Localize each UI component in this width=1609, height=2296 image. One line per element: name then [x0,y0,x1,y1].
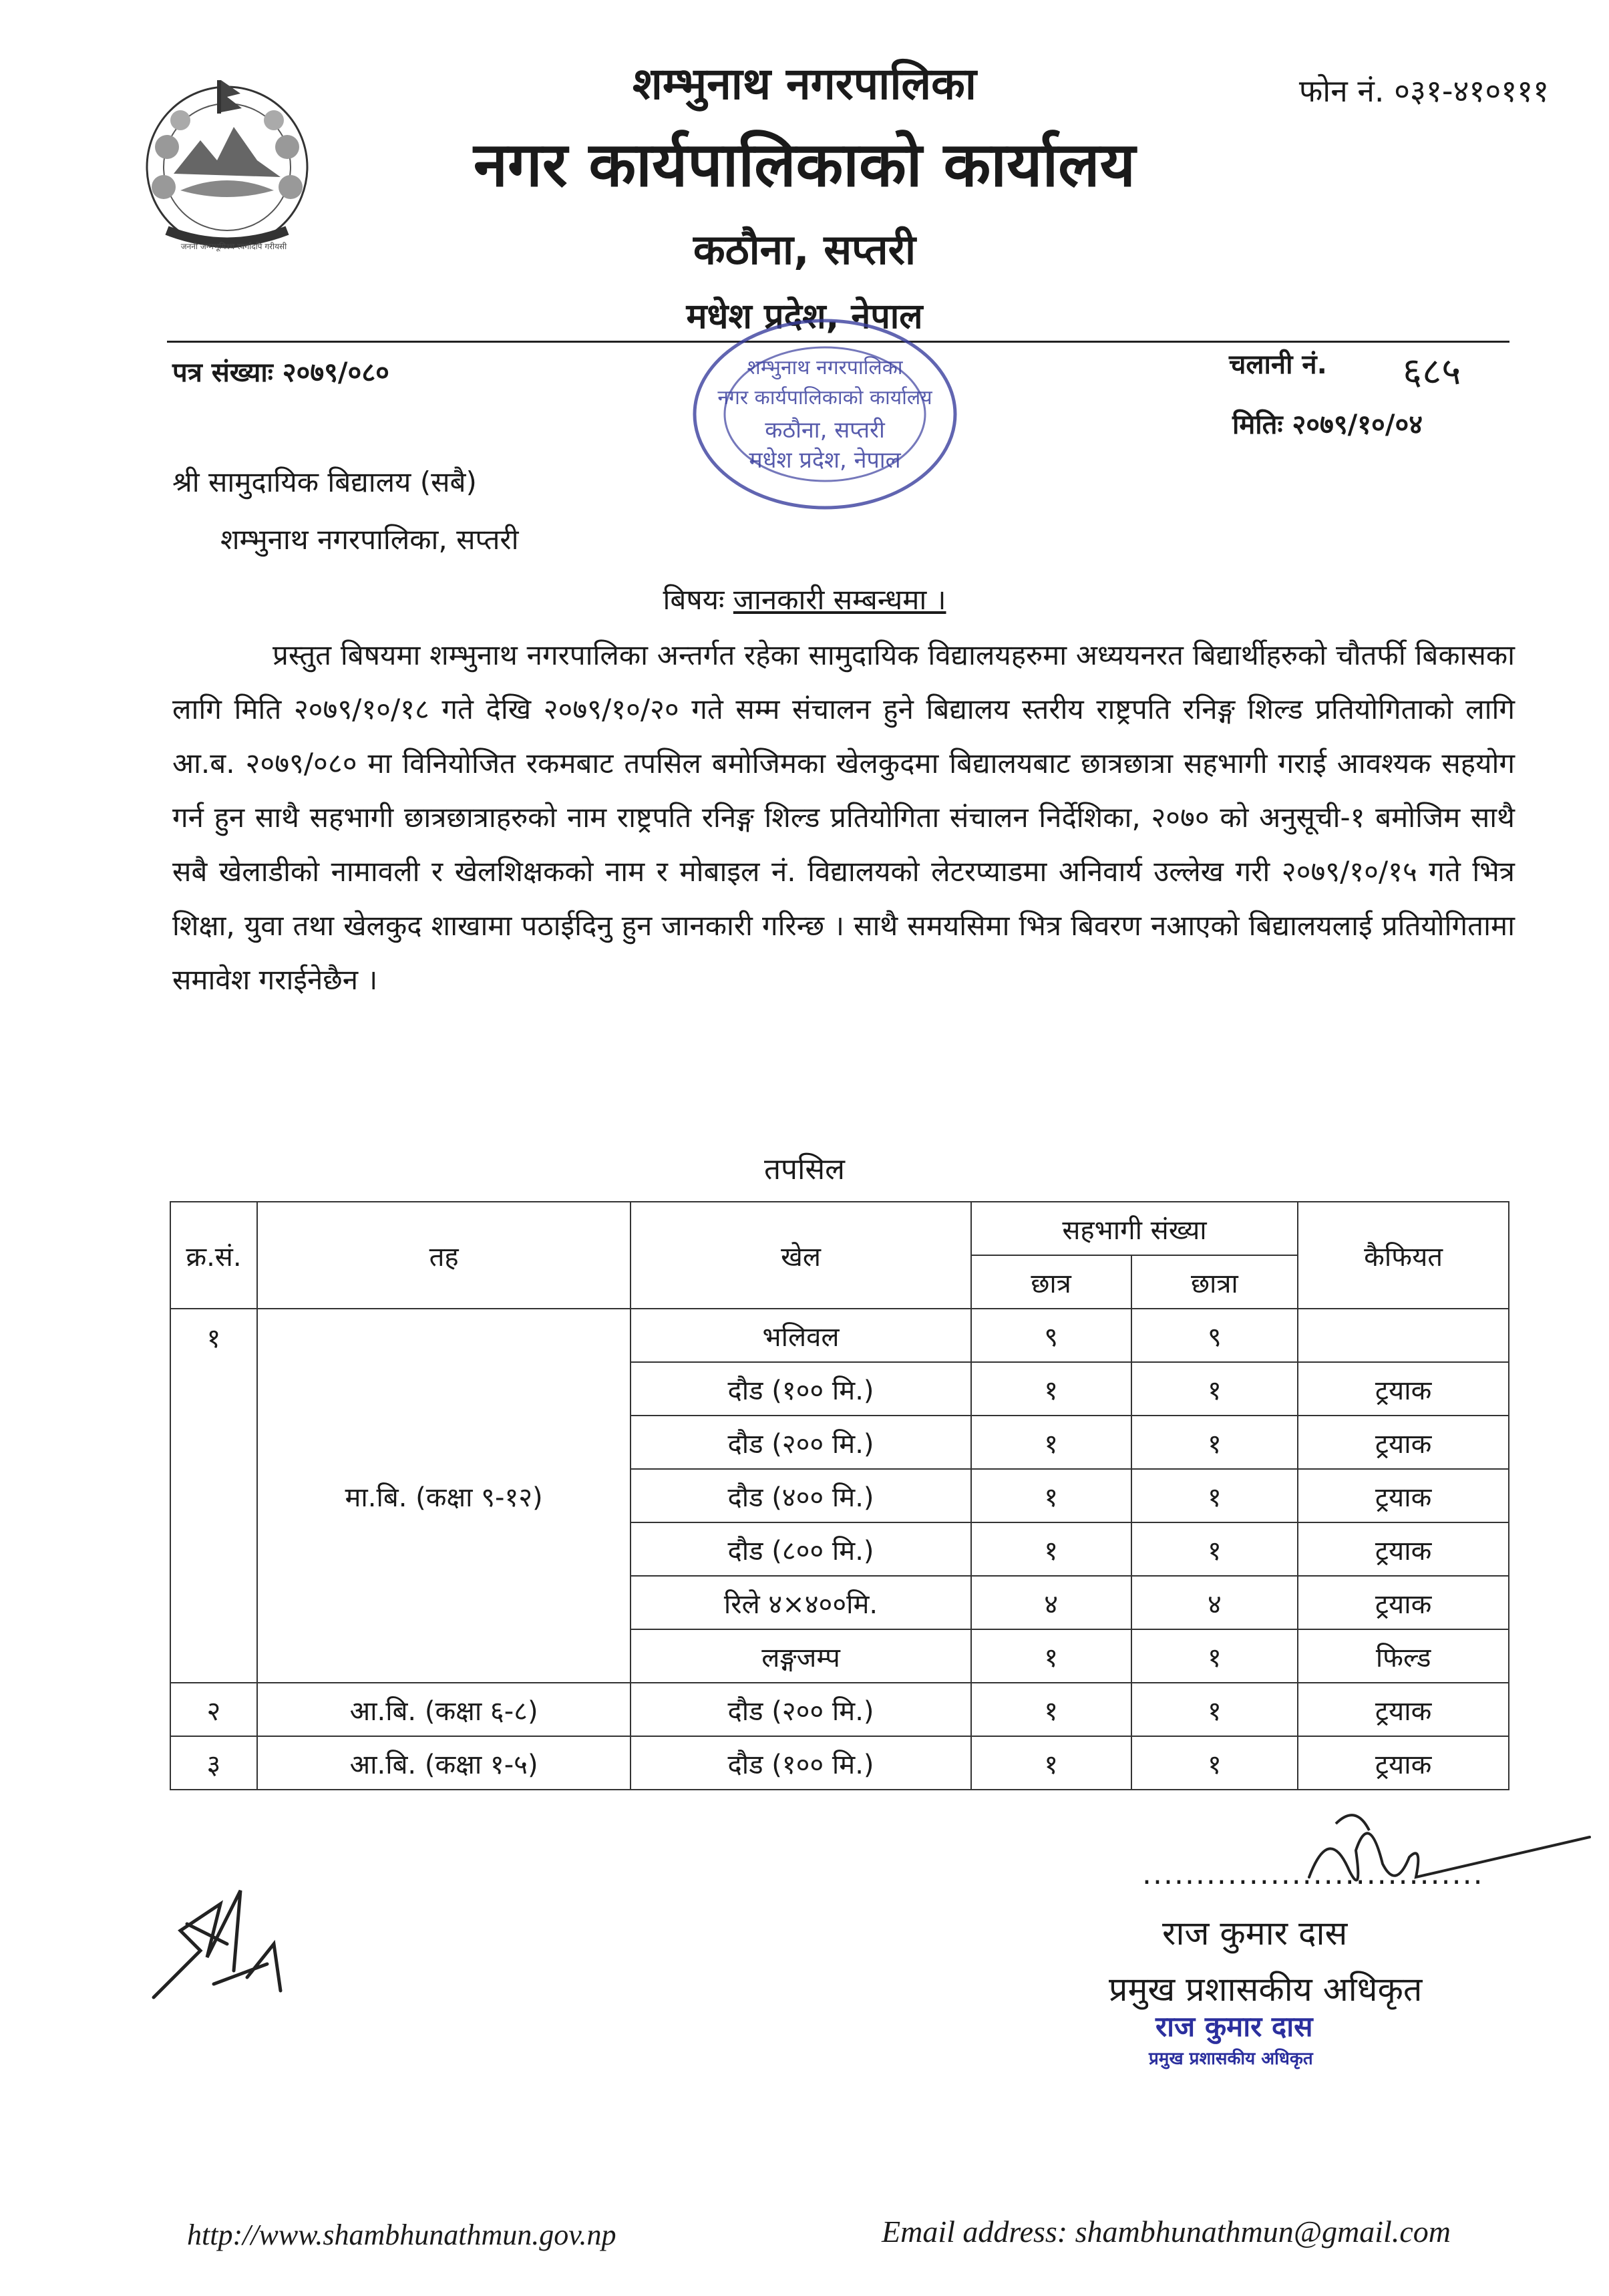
cell-girls: १ [1131,1469,1298,1522]
cell-boys: १ [971,1469,1131,1522]
cell-game: दौड (४०० मि.) [631,1469,971,1522]
cell-boys: ९ [971,1309,1131,1362]
stamp-line-2: नगर कार्यपालिकाको कार्यालय [717,386,932,409]
cell-boys: १ [971,1683,1131,1736]
cell-remarks: फिल्ड [1298,1629,1509,1683]
cell-game: दौड (१०० मि.) [631,1736,971,1790]
subject-line [0,580,1609,618]
cell-remarks: ट्रयाक [1298,1416,1509,1469]
cell-game: दौड (२०० मि.) [631,1683,971,1736]
cell-girls: १ [1131,1683,1298,1736]
dispatch-label: चलानी नं. [1229,349,1327,380]
cell-game: दौड (२०० मि.) [631,1416,971,1469]
stamp-line-1: शम्भुनाथ नगरपालिका [747,356,903,379]
cell-game: रिले ४×४००मि. [631,1576,971,1629]
cell-boys: १ [971,1416,1131,1469]
cell-girls: १ [1131,1629,1298,1683]
cell-sn: ३ [170,1736,257,1790]
cell-girls: ९ [1131,1309,1298,1362]
stamp-line-3: कठौना, सप्तरी [765,417,885,444]
cell-game: दौड (१०० मि.) [631,1362,971,1416]
footer-website[interactable]: http://www.shambhunathmun.gov.np [187,2219,616,2251]
letter-body [172,628,1515,1007]
cell-girls: १ [1131,1416,1298,1469]
office-location: कठौना, सप्तरी [693,225,916,274]
schedule-table [170,1201,1509,1790]
table-row [170,1736,1509,1790]
cell-sn: २ [170,1683,257,1736]
cell-remarks: ट्रयाक [1298,1576,1509,1629]
signatory-name: राज कुमार दास [1162,1914,1348,1953]
office-name: नगर कार्यपालिकाको कार्यालय [473,129,1136,200]
office-stamp [688,314,962,514]
dispatch-number: ६८५ [1403,350,1461,393]
cell-boys: ४ [971,1576,1131,1629]
cell-remarks: ट्रयाक [1298,1362,1509,1416]
body-paragraph: प्रस्तुत बिषयमा शम्भुनाथ नगरपालिका अन्तर्गत रहेका सामुदायिक विद्यालयहरुमा अध्ययनरत बिद्यार्थीहरुको चौतर्फी बिकासका लागि मिति २०७९/१०/१८ गते देखि २०७९/१०/२० गते सम्म संचालन हुने बिद्यालय स्तरीय राष्ट्रपति रनिङ्ग शिल्ड प्रतियोगिताको लागि आ.ब. २०७९/०८० मा विनियोजित रकमबाट तपसिल बमोजिमका खेलकुदमा बिद्यालयबाट छात्रछात्रा सहभागी गराई आवश्यक सहयोग गर्न हुन साथै सहभागी छात्रछात्राहरुको नाम राष्ट्रपति रनिङ्ग शिल्ड प्रतियोगिता संचालन निर्देशिका, २०७० को अनुसूची-१ बमोजिम साथै सबै खेलाडीको नामावली र खेलशिक्षकको नाम र मोबाइल नं. विद्यालयको लेटरप्याडमा अनिवार्य उल्लेख गरी २०७९/१०/१५ गते भित्र शिक्षा, युवा तथा खेलकुद शाखामा पठाईदिनु हुन जानकारी गरिन्छ । साथै समयसिमा भित्र बिवरण नआएको बिद्यालयलाई प्रतियोगितामा समावेश गराईनेछैन । [172,639,1515,996]
cell-boys: १ [971,1362,1131,1416]
cell-girls: १ [1131,1522,1298,1576]
subject-label: बिषयः [663,583,725,616]
signature-line: ................................ [1142,1857,1484,1891]
signatory-title: प्रमुख प्रशासकीय अधिकृत [1109,1970,1423,2009]
cell-girls: १ [1131,1362,1298,1416]
emblem-motto: जननी जन्मभूमिश्च स्वर्गादपि गरीयसी [180,242,287,251]
cell-remarks: ट्रयाक [1298,1469,1509,1522]
header-participants: सहभागी संख्या [971,1202,1298,1255]
signature-stamp-title: प्रमुख प्रशासकीय अधिकृत [1149,2049,1313,2069]
table-row [170,1309,1509,1362]
cell-level: मा.बि. (कक्षा ९-१२) [257,1309,631,1683]
cell-game: भलिवल [631,1309,971,1362]
cell-sn: १ [170,1309,257,1683]
cell-boys: १ [971,1522,1131,1576]
header-level: तह [257,1202,631,1309]
footer-email[interactable]: Email address: shambhunathmun@gmail.com [882,2215,1451,2249]
handwritten-initials [140,1864,301,2037]
header-girls: छात्रा [1131,1255,1298,1309]
subject-text: जानकारी सम्बन्धमा । [733,583,946,616]
recipient-line-1: श्री सामुदायिक बिद्यालय (सबै) [172,466,477,498]
cell-girls: ४ [1131,1576,1298,1629]
cell-boys: १ [971,1736,1131,1790]
header-remarks: कैफियत [1298,1202,1509,1309]
table-title: तपसिल [763,1152,846,1186]
header-boys: छात्र [971,1255,1131,1309]
stamp-line-4: मधेश प्रदेश, नेपाल [749,447,901,474]
cell-level: आ.बि. (कक्षा ६-८) [257,1683,631,1736]
office-province: मधेश प्रदेश, नेपाल [686,297,923,337]
cell-level: आ.बि. (कक्षा १-५) [257,1736,631,1790]
header-game: खेल [631,1202,971,1309]
cell-remarks: ट्रयाक [1298,1736,1509,1790]
recipient-line-2: शम्भुनाथ नगरपालिका, सप्तरी [220,523,519,556]
letter-number: पत्र संख्याः २०७९/०८० [172,357,389,388]
phone-number: फोन नं. ०३१-४१०१११ [1298,73,1549,109]
cell-remarks [1298,1309,1509,1362]
table-row [170,1683,1509,1736]
cell-girls: १ [1131,1736,1298,1790]
cell-remarks: ट्रयाक [1298,1683,1509,1736]
cell-remarks: ट्रयाक [1298,1522,1509,1576]
cell-boys: १ [971,1629,1131,1683]
signature-stamp-name: राज कुमार दास [1155,2010,1313,2043]
cell-game: लङ्गजम्प [631,1629,971,1683]
letter-date: मितिः २०७९/१०/०४ [1232,409,1423,440]
header-sn: क्र.सं. [170,1202,257,1309]
cell-game: दौड (८०० मि.) [631,1522,971,1576]
municipality-name: शम्भुनाथ नगरपालिका [633,58,976,110]
